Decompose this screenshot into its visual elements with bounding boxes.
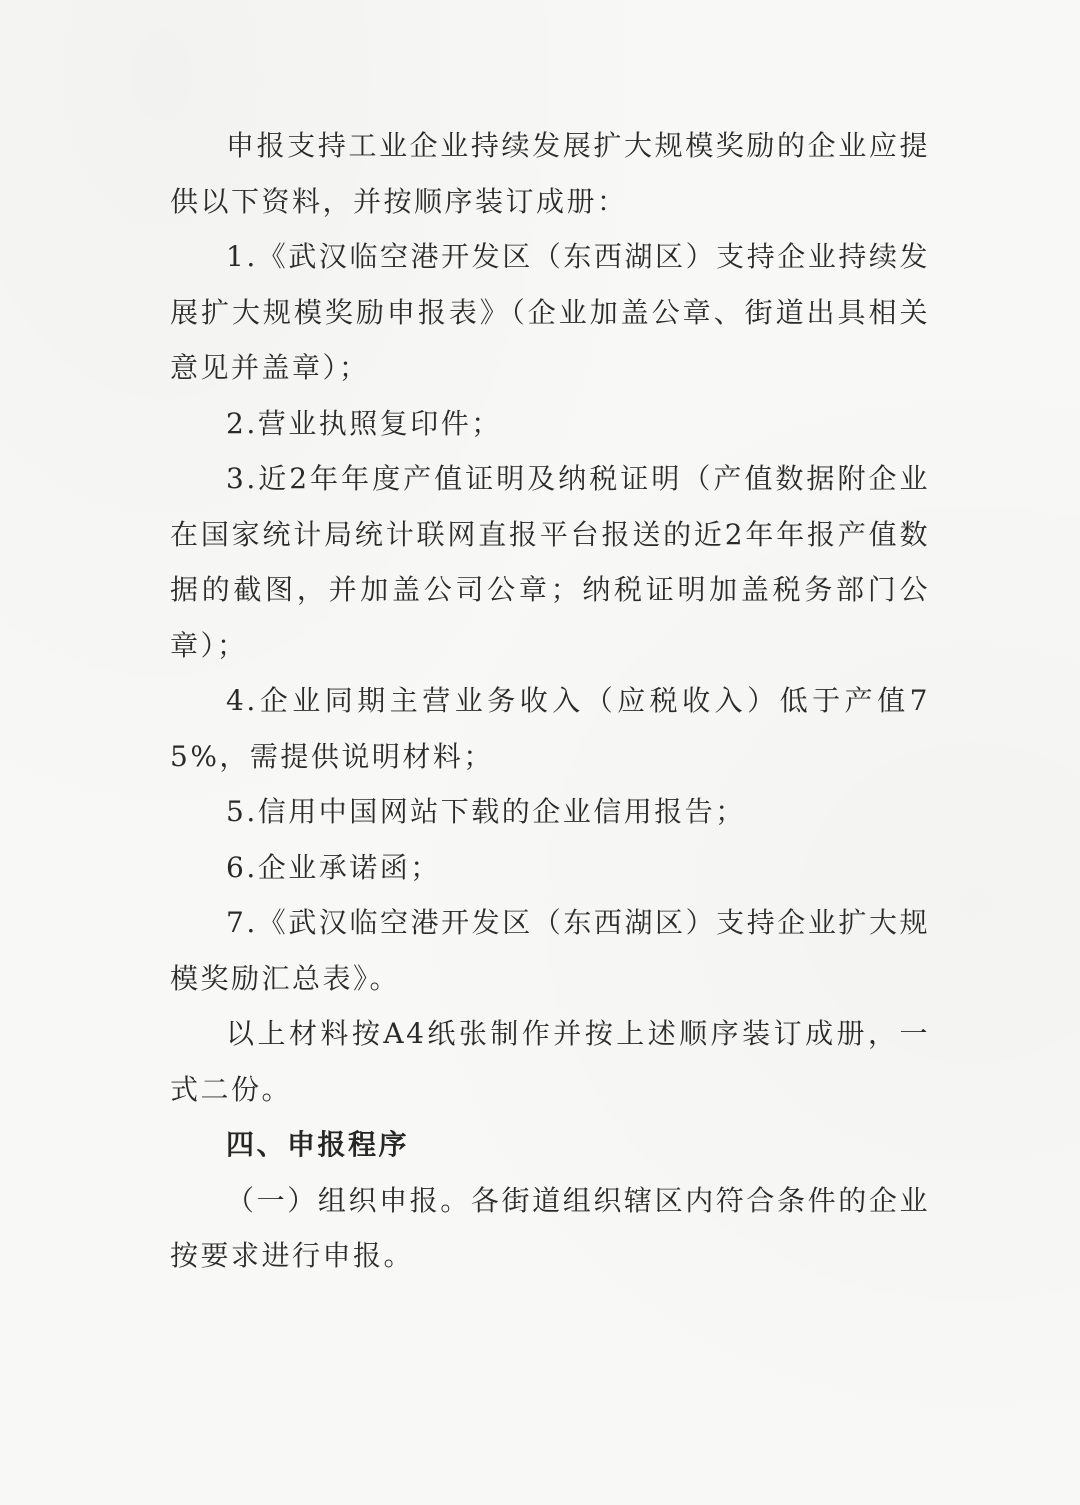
materials-note-paragraph: 以上材料按A4纸张制作并按上述顺序装订成册，一式二份。 [170, 1017, 930, 1106]
list-item-6: 6.企业承诺函； [226, 850, 441, 884]
list-item-5: 5.信用中国网站下载的企业信用报告； [226, 795, 746, 828]
document-body [170, 118, 930, 1284]
list-item-7: 7.《武汉临空港开发区（东西湖区）支持企业扩大规模奖励汇总表》。 [170, 906, 930, 995]
section-heading: 四、申报程序 [226, 1128, 410, 1161]
intro-paragraph: 申报支持工业企业持续发展扩大规模奖励的企业应提供以下资料，并按顺序装订成册： [170, 129, 930, 218]
list-item-3: 3.近2年年度产值证明及纳税证明（产值数据附企业在国家统计局统计联网直报平台报送的近2年年报产值数据的截图，并加盖公司公章；纳税证明加盖税务部门公章）； [170, 462, 930, 662]
list-item-1: 1.《武汉临空港开发区（东西湖区）支持企业持续发展扩大规模奖励申报表》（企业加盖公章、街道出具相关意见并盖章）； [170, 240, 930, 384]
list-item-4: 4.企业同期主营业务收入（应税收入）低于产值75%，需提供说明材料； [170, 684, 930, 773]
subsection-paragraph: （一）组织申报。各街道组织辖区内符合条件的企业按要求进行申报。 [170, 1183, 930, 1272]
list-item-2: 2.营业执照复印件； [226, 406, 502, 440]
